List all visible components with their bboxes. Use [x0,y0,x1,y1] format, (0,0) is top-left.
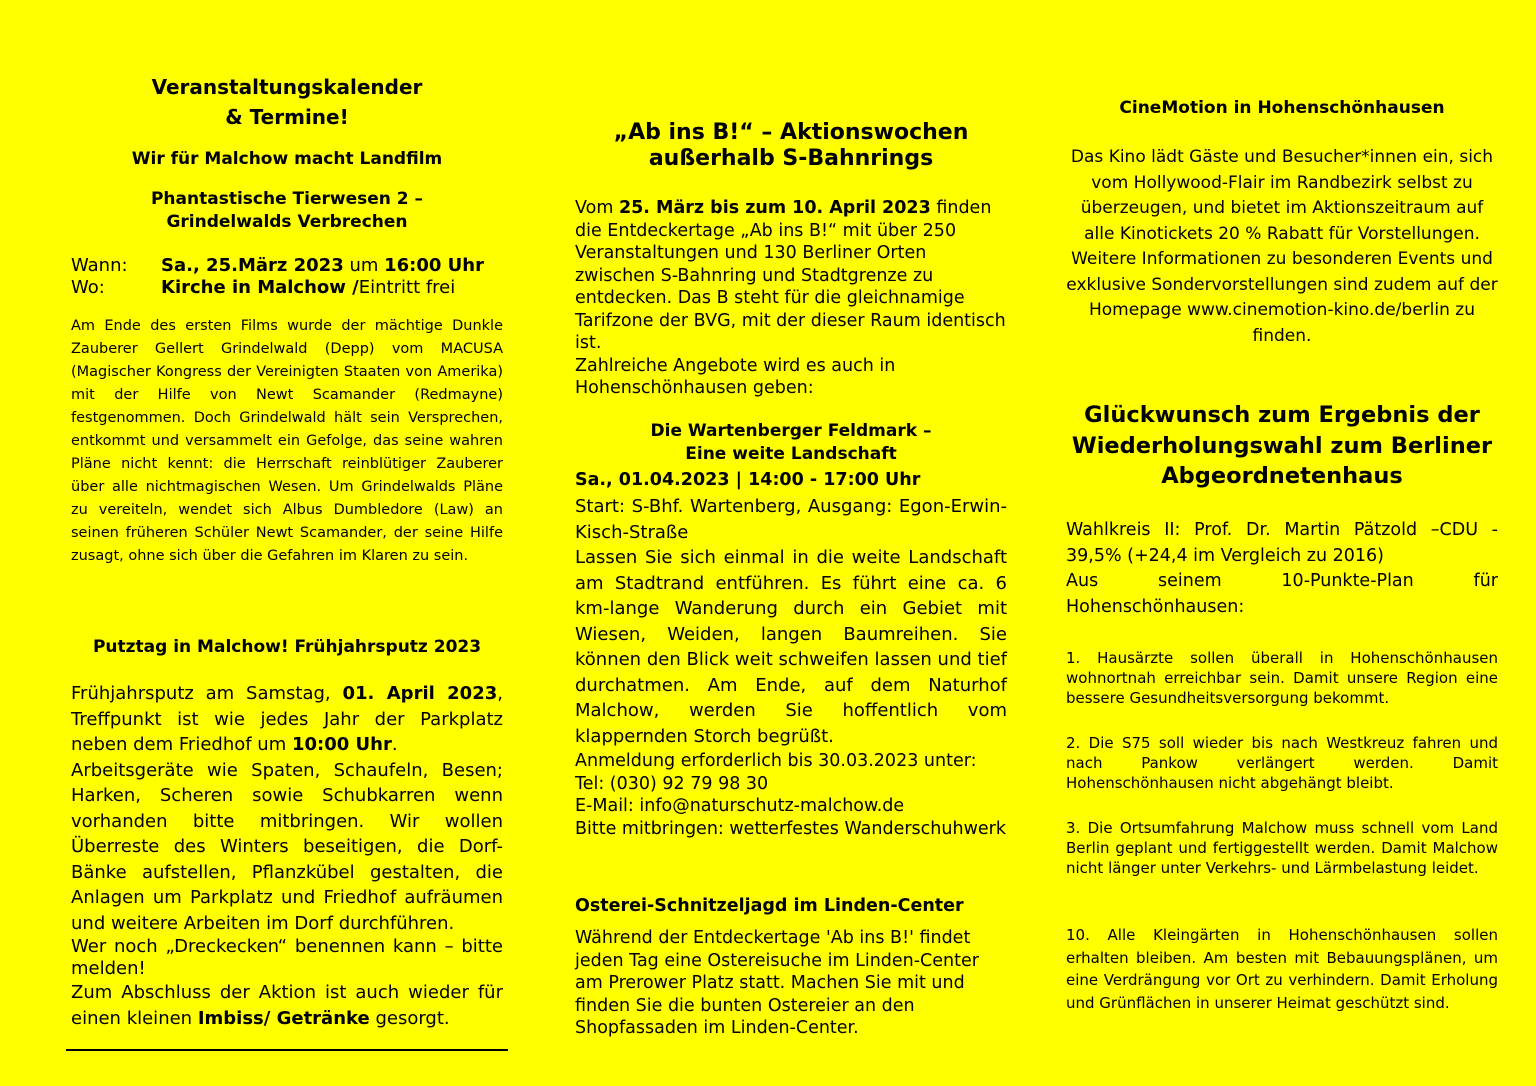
cinemotion-text-1: Das Kino lädt Gäste und Besucher*innen ein, sich vom Hollywood-Flair im Randbezirk selbst zu überzeugen, und bietet im Aktionszeitraum auf alle Kinotickets 20 % Rabatt für Vorstellungen. [1070,147,1494,244]
intro-paragraph: Vom 25. März bis zum 10. April 2023 finden die Entdeckertage „Ab ins B!“ mit über 250 Veranstaltungen und 130 Berliner Orten zwischen S-Bahnring und Stadtgrenze zu entdecken. Das B steht für die gleichnamige Tarifzone der BVG, mit der dieser Raum identisch ist. [575,198,1006,353]
putztag-paragraph-3: Wer noch „Dreckecken“ benennen kann – bitte melden! [71,936,503,979]
film-description: Am Ende des ersten Films wurde der mächtige Dunkle Zauberer Gellert Grindelwald (Depp) vom MACUSA (Magischer Kongress der Vereinigten Staaten von Amerika) mit der Hilfe von Newt Scamander (Redmayne) festgenommen. Doch Grindelwald hält sein Versprechen, entkommt und versammelt ein Gefolge, das seine wahren Pläne nicht kennt: die Herrschaft reinblütiger Zauberer über alle nichtmagischen Wesen. Um Grindelwalds Pläne zu vereiteln, wendet sich Albus Dumbledore (Law) an seinen früheren Schüler Newt Scamander, der seine Hilfe zusagt, ohne sich über die Gefahren im Klaren zu sein. [71,318,503,564]
film-title: Phantastische Tierwesen 2 – Grindelwalds Verbrechen [150,189,424,232]
when-label: Wann: [71,255,128,276]
cinemotion-text-2: Weitere Informationen zu besonderen Events und exklusive Sondervorstellungen sind zudem auf der Homepage www.cinemotion-kino.de/berlin zu finden. [1066,249,1498,346]
feldmark-email: E-Mail: info@naturschutz-malchow.de [575,796,905,816]
putztag-heading: Putztag in Malchow! Frühjahrsputz 2023 [92,637,482,657]
landfilm-subtitle: Wir für Malchow macht Landfilm [131,149,443,169]
putztag-body [71,681,503,1031]
when-time: 16:00 Uhr [384,255,484,276]
feldmark-anmeldung: Anmeldung erforderlich bis 30.03.2023 unter: [575,751,977,771]
feldmark-date: Sa., 01.04.2023 | 14:00 - 17:00 Uhr [575,470,921,490]
wahl-body [1066,518,1498,620]
column-divider-line [66,1049,508,1051]
feldmark-mitbringen: Bitte mitbringen: wetterfestes Wanderschuhwerk [575,818,1006,839]
plan-point-3: 3. Die Ortsumfahrung Malchow muss schnell vom Land Berlin geplant und fertiggestellt werden. Damit Malchow nicht länger unter Verkehrs- und Lärmbelastung leidet. [1066,819,1498,877]
feldmark-description: Lassen Sie sich einmal in die weite Landschaft am Stadtrand entführen. Es führt eine ca. 6 km-lange Wanderung durch ein Gebiet mit Wiesen, Weiden, langen Baumreihen. Sie können den Blick weit schweifen lassen und tief durchatmen. Am Ende, auf dem Naturhof Malchow, werden Sie hoffentlich vom klappernden Storch begrüßt. [575,547,1007,747]
where-place: Kirche in Malchow / [161,277,359,298]
wahl-result: Wahlkreis II: Prof. Dr. Martin Pätzold –CDU - 39,5% (+24,4 im Vergleich zu 2016) [1066,520,1498,566]
column-calendar [71,0,503,1086]
feldmark-contact [575,750,1007,840]
putztag-paragraph-2: Arbeitsgeräte wie Spaten, Schaufeln, Besen; Harken, Scheren sowie Schubkarren wenn vorhanden bitte mitbringen. Wir wollen Überreste des Winters beseitigen, die Dorf-Bänke aufstellen, Pflanzkübel gestalten, die Anlagen um Parkplatz und Friedhof aufräumen und weitere Arbeiten im Dorf durchführen. [71,759,503,934]
feldmark-body [575,494,1007,749]
putztag-paragraph-4: Zum Abschluss der Aktion ist auch wieder für einen kleinen Imbiss/ Getränke gesorgt. [71,982,503,1029]
putztag-paragraph-1: Frühjahrsputz am Samstag, 01. April 2023, Treffpunkt ist wie jedes Jahr der Parkplatz neben dem Friedhof um 10:00 Uhr. [71,683,503,755]
feldmark-tel: Tel: (030) 92 79 98 30 [575,773,769,794]
column-ab-ins-b [575,0,1007,1086]
column-cinemotion-wahl [1066,0,1498,1086]
cinemotion-heading: CineMotion in Hohenschönhausen [1119,98,1445,118]
ab-ins-b-title: „Ab ins B!“ – Aktionswochen außerhalb S-Bahnrings [613,120,969,171]
where-entry: Eintritt frei [358,277,456,298]
plan-point-10: 10. Alle Kleingärten in Hohenschönhausen sollen erhalten bleiben. Am besten mit Bebauungsplänen, um eine Verdrängung vor Ort zu verhindern. Damit Erholung und Grünflächen in unserer Heimat geschützt sind. [1066,926,1498,1012]
feldmark-start: Start: S-Bhf. Wartenberg, Ausgang: Egon-Erwin-Kisch-Straße [575,496,1007,543]
plan-point-2: 2. Die S75 soll wieder bis nach Westkreuz fahren und nach Pankow verlängert werden. Damit Hohenschönhausen nicht abgehängt bleibt. [1066,734,1498,792]
where-row [71,277,503,299]
plan-point-1: 1. Hausärzte sollen überall in Hohenschönhausen wohnortnah erreichbar sein. Damit unsere Region eine bessere Gesundheitsversorgung bekommt. [1066,649,1498,707]
wahl-plan-intro: Aus seinem 10-Punkte-Plan für Hohenschönhausen: [1066,571,1498,617]
ab-ins-b-intro [575,197,1007,400]
osterei-description: Während der Entdeckertage 'Ab ins B!' findet jeden Tag eine Ostereisuche im Linden-Center am Prerower Platz statt. Machen Sie mit und finden Sie die bunten Ostereier an den Shopfassaden im Linden-Center. [575,928,979,1038]
osterei-heading: Osterei-Schnitzeljagd im Linden-Center [575,896,964,916]
when-row: Wann: Sa., 25.März 2023 um 16:00 Uhr [71,255,484,276]
intro-hohenschoenhausen: Zahlreiche Angebote wird es auch in Hohenschönhausen geben: [575,355,896,398]
when-date: Sa., 25.März 2023 [161,255,344,276]
cinemotion-body [1066,145,1498,349]
wahl-heading: Glückwunsch zum Ergebnis der Wiederholungswahl zum Berliner Abgeordnetenhaus [1071,402,1493,489]
calendar-title: Veranstaltungskalender & Termine! [151,75,423,129]
feldmark-title: Die Wartenberger Feldmark – Eine weite Landschaft [650,421,932,464]
event-when-where [71,255,503,299]
where-label: Wo: [71,277,105,298]
